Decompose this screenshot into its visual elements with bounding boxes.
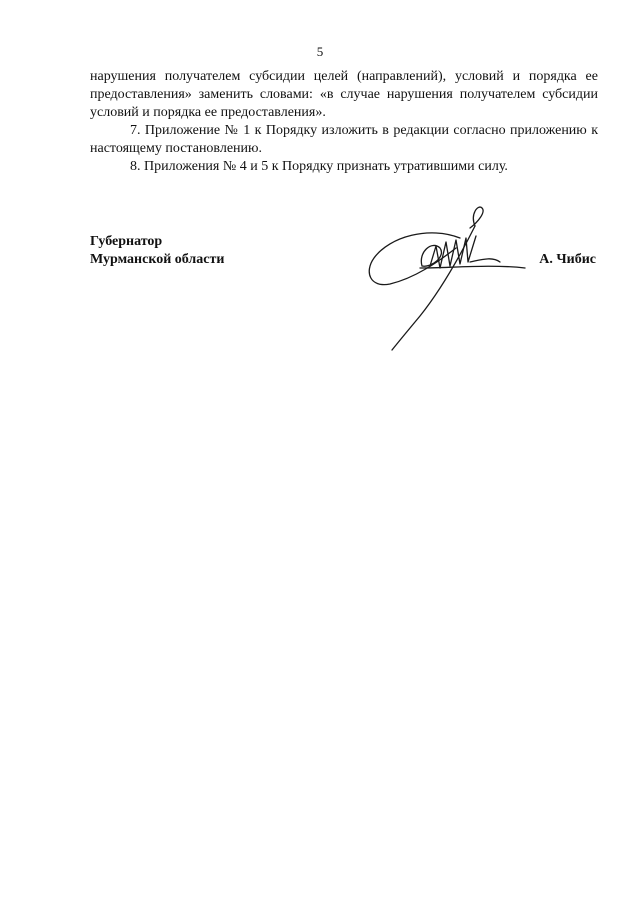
paragraph-item-7: 7. Приложение № 1 к Порядку изложить в редакции согласно приложению к настоящему постановлению.: [90, 123, 598, 156]
signatory-title: Губернатор: [90, 234, 163, 249]
signer-name: А. Чибис: [539, 252, 596, 267]
paragraph-continuation: нарушения получателем субсидии целей (направлений), условий и порядка ее предоставления» заменить словами: «в случае нарушения получателем субсидии условий и порядка ее предоставления».: [90, 69, 598, 120]
document-body: [90, 68, 598, 176]
page-number: 5: [316, 44, 324, 59]
signatory-region: Мурманской области: [90, 252, 225, 267]
signatory-position: [90, 233, 224, 269]
paragraph-item-8: 8. Приложения № 4 и 5 к Порядку признать утратившими силу.: [130, 159, 508, 174]
handwritten-signature: [360, 196, 540, 356]
